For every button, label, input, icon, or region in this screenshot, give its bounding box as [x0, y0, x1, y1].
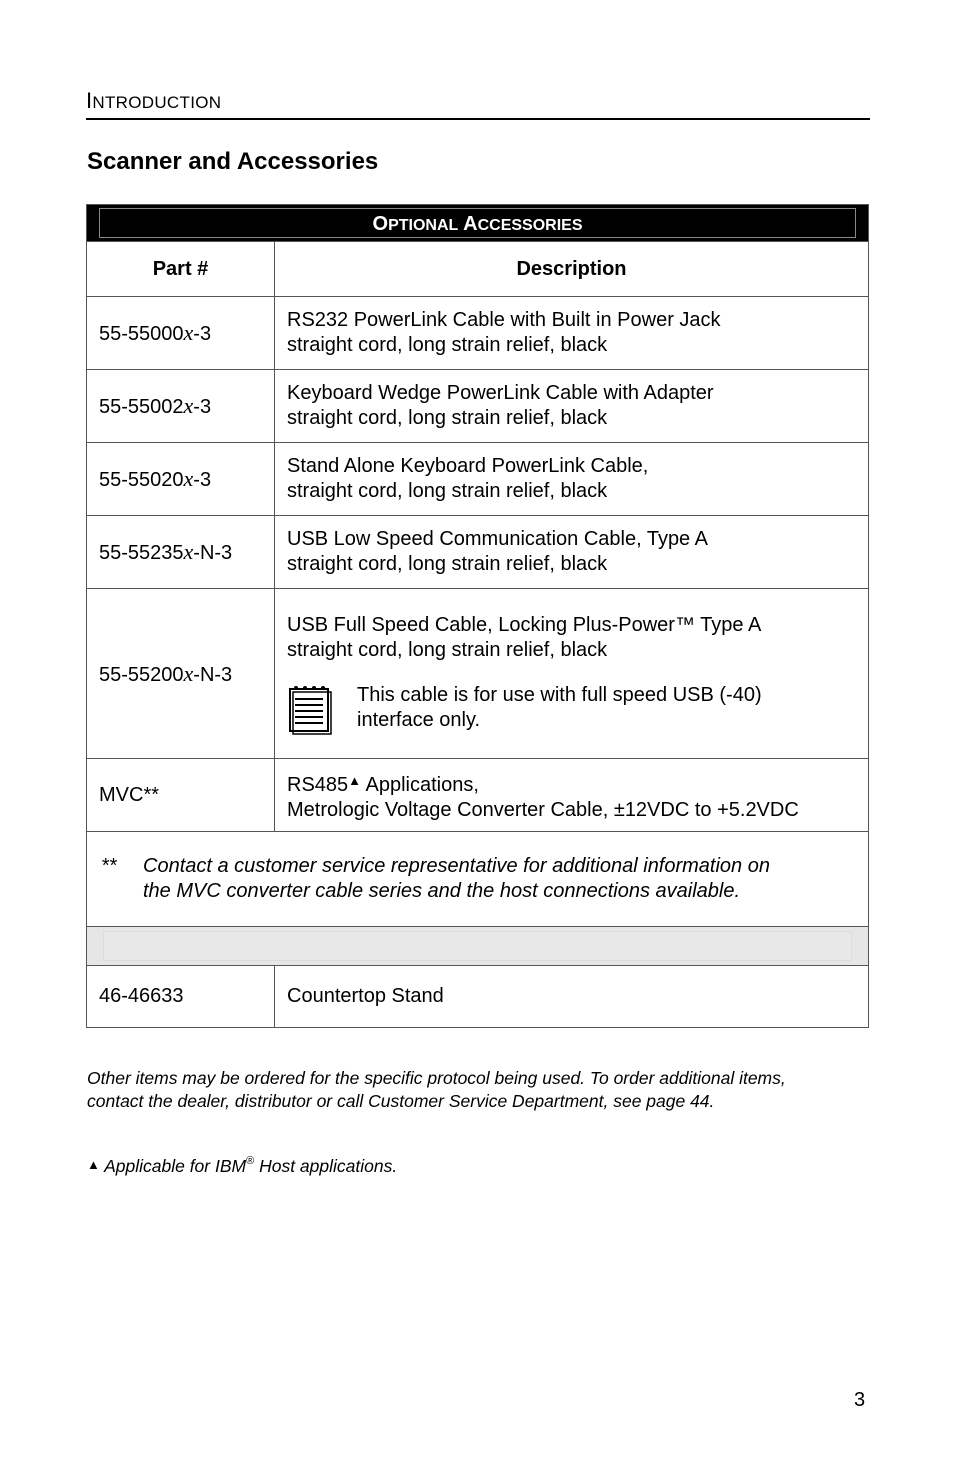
part-description: USB Low Speed Communication Cable, Type A straight cord, long strain relief, black	[275, 516, 869, 589]
part-description: USB Full Speed Cable, Locking Plus-Power™ Type A straight cord, long strain relief, black This cable is for use with full speed USB (-40) interface only.	[275, 589, 869, 759]
table-header-row	[87, 242, 869, 297]
usb-note: This cable is for use with full speed USB (-40) interface only.	[287, 683, 856, 735]
part-description: RS485▲ Applications, Metrologic Voltage Converter Cable, ±12VDC to +5.2VDC	[275, 759, 869, 832]
part-number: 55-55020x-3	[87, 443, 275, 516]
page-number: 3	[854, 1389, 866, 1411]
table-row	[87, 370, 869, 443]
part-description: Stand Alone Keyboard PowerLink Cable, straight cord, long strain relief, black	[275, 443, 869, 516]
part-number: 46-46633	[87, 966, 275, 1028]
part-description: Countertop Stand	[275, 966, 869, 1028]
part-number: 55-55002x-3	[87, 370, 275, 443]
column-header-description: Description	[275, 242, 869, 297]
part-number: 55-55000x-3	[87, 297, 275, 370]
ordering-note: Other items may be ordered for the specific protocol being used. To order additional items, contact the dealer, distributor or call Customer Service Department, see page 44.	[87, 1068, 786, 1111]
part-description: Keyboard Wedge PowerLink Cable with Adapter straight cord, long strain relief, black	[275, 370, 869, 443]
part-number: 55-55200x-N-3	[87, 589, 275, 759]
part-number: MVC**	[87, 759, 275, 832]
table-separator-row	[87, 927, 869, 966]
table-row	[87, 759, 869, 832]
table-title-row	[87, 205, 869, 242]
table-row	[87, 516, 869, 589]
accessories-table	[86, 204, 869, 1028]
table-footnote-row	[87, 832, 869, 927]
column-header-part: Part #	[87, 242, 275, 297]
table-row	[87, 589, 869, 759]
footnote-mark: **	[101, 855, 117, 877]
table-title: OPTIONAL ACCESSORIES	[99, 208, 856, 238]
table-row	[87, 966, 869, 1028]
page-title: Scanner and Accessories	[87, 148, 379, 175]
part-description: RS232 PowerLink Cable with Built in Power Jack straight cord, long strain relief, black	[275, 297, 869, 370]
triangle-mark: ▲	[348, 772, 362, 788]
note-pad-icon	[287, 683, 333, 735]
table-row	[87, 297, 869, 370]
triangle-mark: ▲	[87, 1157, 100, 1172]
footnote-text: Contact a customer service representative for additional information on the MVC converter cable series and the host connections available.	[143, 855, 770, 902]
ibm-footnote: ▲ Applicable for IBM® Host applications.	[87, 1155, 398, 1176]
part-number: 55-55235x-N-3	[87, 516, 275, 589]
section-header: INTRODUCTION	[86, 88, 870, 120]
table-row	[87, 443, 869, 516]
